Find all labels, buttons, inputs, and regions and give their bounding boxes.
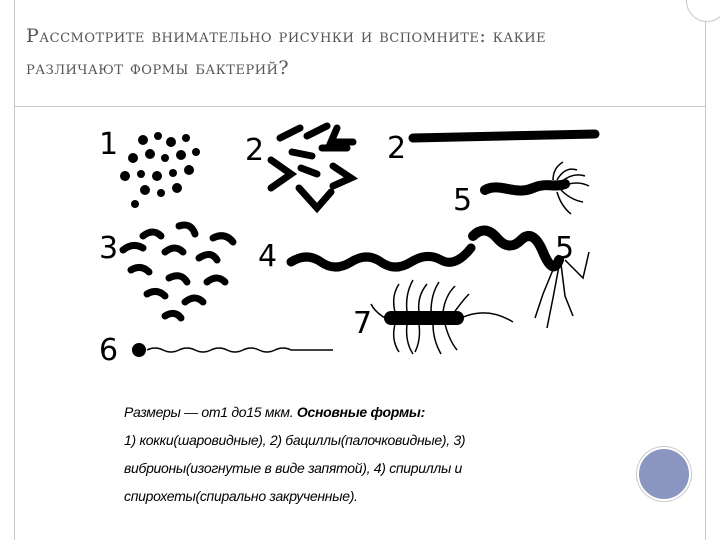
label-2b: 2 [387, 131, 407, 166]
label-2a: 2 [245, 133, 265, 168]
spirillum-wavy [291, 248, 471, 267]
caption-line-4: спирохеты(спирально закрученные). [124, 488, 358, 504]
bacteria-forms-illustration [95, 118, 615, 368]
peritrichous-bacterium [371, 280, 513, 354]
label-7: 7 [353, 306, 373, 341]
caption-main-forms: Основные формы: [296, 404, 425, 420]
caption-sizes: Размеры — от1 до15 мкм. [124, 404, 297, 420]
bacilli-short-group [271, 126, 353, 208]
vibrio-group [123, 225, 233, 318]
caption-line-1 [124, 398, 604, 426]
label-1: 1 [99, 127, 119, 162]
cocci-group [120, 132, 200, 208]
slide-title [26, 20, 686, 84]
spirillum-flagellated [485, 162, 589, 214]
caption-line-2: 1) кокки(шаровидные), 2) бациллы(палочковидные), 3) [124, 432, 466, 448]
coccus-with-thread [132, 343, 333, 357]
title-line-1: Рассмотрите внимательно рисунки и вспомните: какие [26, 25, 547, 47]
slide-caption [124, 398, 604, 510]
decorative-circle [637, 447, 691, 501]
label-5b: 5 [555, 231, 575, 266]
bacillus-long [413, 134, 595, 138]
label-3: 3 [99, 231, 119, 266]
caption-line-3: вибрионы(изогнутые в виде запятой), 4) спириллы и [124, 460, 463, 476]
label-4: 4 [258, 239, 278, 274]
title-line-2: различают формы бактерий? [26, 57, 290, 79]
label-6: 6 [99, 333, 119, 368]
label-5a: 5 [453, 183, 473, 218]
